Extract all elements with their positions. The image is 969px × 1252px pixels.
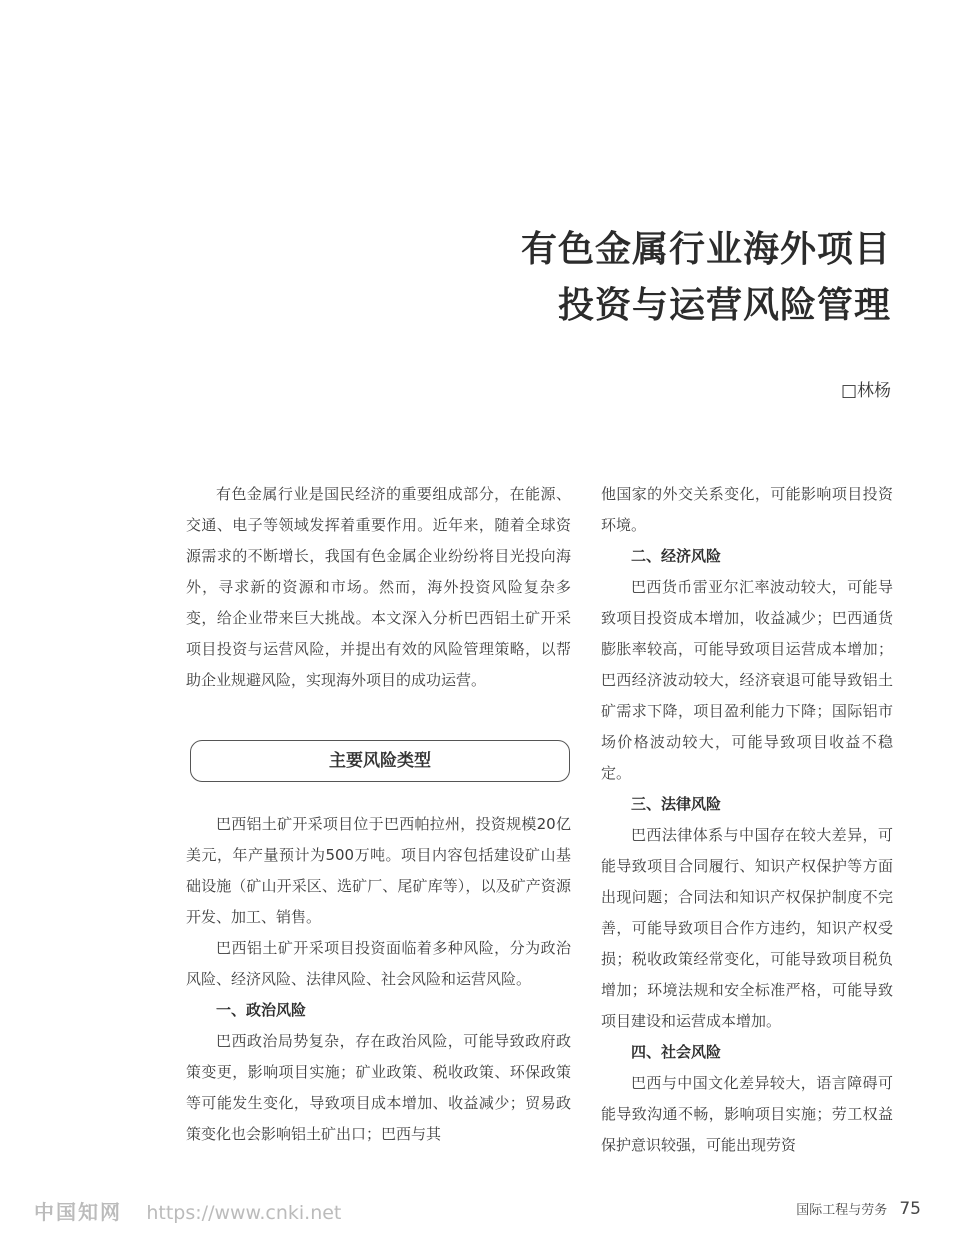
right-body-column (601, 479, 893, 1161)
section-heading-box: 主要风险类型 (190, 740, 570, 782)
body-paragraph: 巴西铝土矿开采项目位于巴西帕拉州，投资规模20亿美元，年产量预计为500万吨。项目内容包括建设矿山基础设施（矿山开采区、选矿厂、尾矿库等），以及矿产资源开发、加工、销售。 (186, 815, 571, 926)
subheading-economic-risk: 二、经济风险 (631, 547, 722, 565)
left-body-column (186, 809, 571, 1150)
article-title (521, 222, 891, 334)
body-paragraph: 巴西与中国文化差异较大，语言障碍可能导致沟通不畅，影响项目实施；劳工权益保护意识较强，可能出现劳资 (601, 1074, 893, 1154)
cnki-url[interactable]: https://www.cnki.net (146, 1202, 342, 1224)
body-paragraph-continued: 他国家的外交关系变化，可能影响项目投资环境。 (601, 485, 893, 534)
body-paragraph: 巴西货币雷亚尔汇率波动较大，可能导致项目投资成本增加，收益减少；巴西通货膨胀率较高，可能导致项目运营成本增加；巴西经济波动较大，经济衰退可能导致铝土矿需求下降，项目盈利能力下降；国际铝市场价格波动较大，可能导致项目收益不稳定。 (601, 578, 893, 782)
body-paragraph: 巴西法律体系与中国存在较大差异，可能导致项目合同履行、知识产权保护等方面出现问题；合同法和知识产权保护制度不完善，可能导致项目合作方违约，知识产权受损；税收政策经常变化，可能导致项目税负增加；环境法规和安全标准严格，可能导致项目建设和运营成本增加。 (601, 826, 893, 1030)
subheading-political-risk: 一、政治风险 (216, 1001, 307, 1019)
subheading-social-risk: 四、社会风险 (631, 1043, 722, 1061)
body-paragraph: 巴西政治局势复杂，存在政治风险，可能导致政府政策变更，影响项目实施；矿业政策、税收政策、环保政策等可能发生变化，导致项目成本增加、收益减少；贸易政策变化也会影响铝土矿出口；巴西与其 (186, 1032, 571, 1143)
title-line-1: 有色金属行业海外项目 (520, 229, 891, 270)
title-line-2: 投资与运营风险管理 (557, 285, 891, 326)
page-number: 75 (899, 1199, 921, 1219)
intro-paragraph: 有色金属行业是国民经济的重要组成部分，在能源、交通、电子等领域发挥着重要作用。近年来，随着全球资源需求的不断增长，我国有色金属企业纷纷将目光投向海外，寻求新的资源和市场。然而，海外投资风险复杂多变，给企业带来巨大挑战。本文深入分析巴西铝土矿开采项目投资与运营风险，并提出有效的风险管理策略，以帮助企业规避风险，实现海外项目的成功运营。 (186, 485, 571, 689)
cnki-brand: 中国知网 (34, 1200, 122, 1224)
journal-name: 国际工程与劳务 (796, 1203, 888, 1218)
subheading-legal-risk: 三、法律风险 (631, 795, 722, 813)
page-footer (796, 1199, 921, 1219)
cnki-watermark (34, 1196, 341, 1225)
author-byline: □林杨 (840, 381, 891, 401)
intro-column (186, 479, 571, 696)
body-paragraph: 巴西铝土矿开采项目投资面临着多种风险，分为政治风险、经济风险、法律风险、社会风险和运营风险。 (186, 939, 571, 988)
